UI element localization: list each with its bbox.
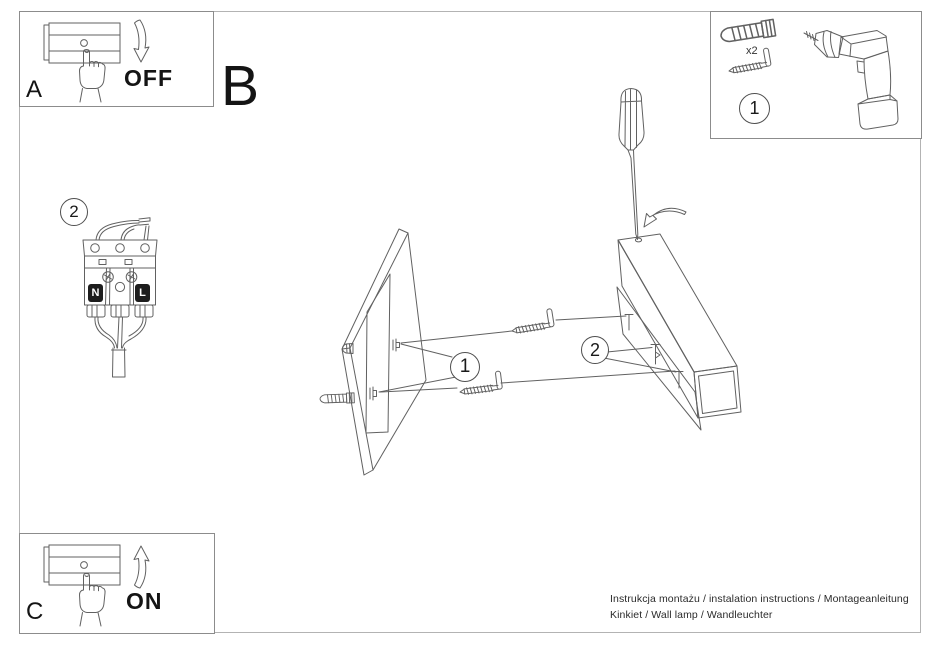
panel-a-action-label: OFF <box>124 65 173 91</box>
anchor-quantity-label: x2 <box>746 45 758 57</box>
panel-a-box <box>19 11 214 107</box>
assembly-step-1-badge: 1 <box>450 352 480 382</box>
parts-step-badge: 1 <box>739 93 770 124</box>
terminal-n-label: N <box>88 284 103 302</box>
panel-a-label: A <box>26 76 43 103</box>
footer-product-line: Kinkiet / Wall lamp / Wandleuchter <box>610 609 773 621</box>
wiring-step-badge: 2 <box>60 198 88 226</box>
panel-c-action-label: ON <box>126 588 163 614</box>
panel-c-label: C <box>26 598 44 625</box>
parts-box <box>710 11 922 139</box>
terminal-l-label: L <box>135 284 150 302</box>
section-b-label: B <box>221 54 260 118</box>
assembly-step-2-badge: 2 <box>581 336 609 364</box>
panel-c-box <box>19 533 215 634</box>
footer-title-line: Instrukcja montażu / instalation instructions / Montageanleitung <box>610 593 909 605</box>
